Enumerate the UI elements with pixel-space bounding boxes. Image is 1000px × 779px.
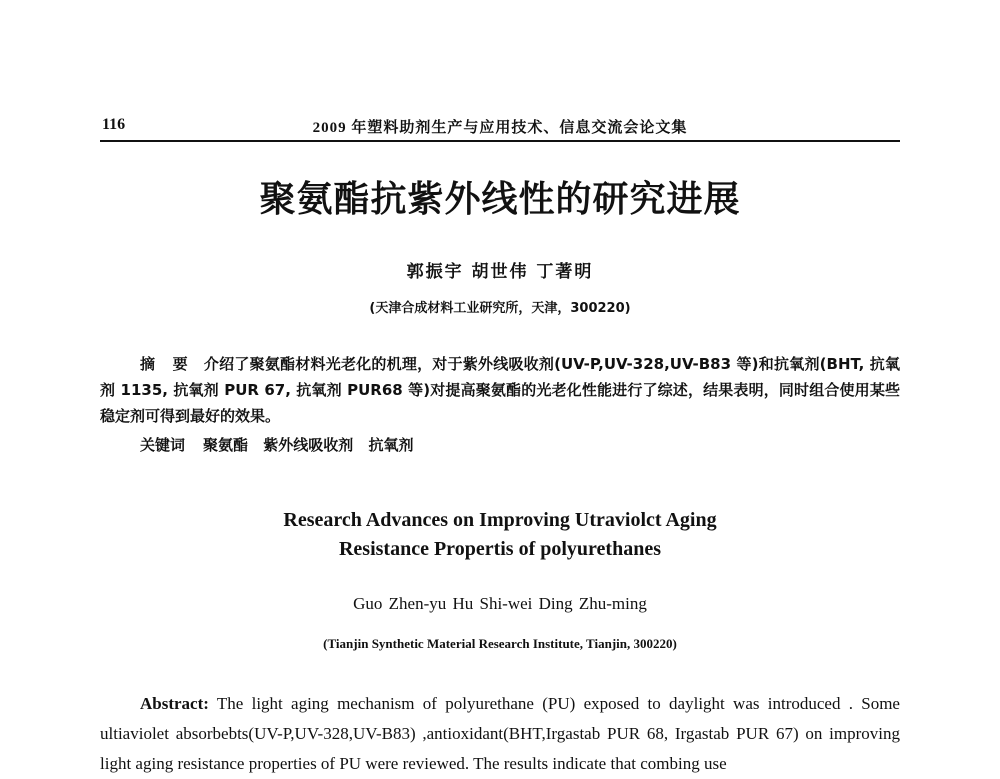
chinese-abstract <box>100 351 900 429</box>
chinese-abstract-label: 摘 要 <box>140 355 194 373</box>
english-authors: Guo Zhen-yu Hu Shi-wei Ding Zhu-ming <box>353 594 647 613</box>
chinese-abstract-text: 介绍了聚氨酯材料光老化的机理，对于紫外线吸收剂(UV-P,UV-328,UV-B83 等)和抗氧剂(BHT, 抗氧剂 1135, 抗氧剂 PUR 67, 抗氧剂 PUR68 等)对提高聚氨酯的光老化性能进行了综述，结果表明，同时组合使用某些稳定剂可得到最好的效果。 <box>100 355 900 425</box>
chinese-authors: 郭振宇 胡世伟 丁著明 <box>406 262 594 282</box>
chinese-keywords-label: 关键词 <box>140 436 186 454</box>
chinese-affiliation: (天津合成材料工业研究所，天津，300220) <box>369 301 631 316</box>
english-title-line-2: Resistance Propertis of polyurethanes <box>338 538 661 560</box>
english-title-line-1: Research Advances on Improving Utraviolct Aging <box>283 509 717 531</box>
chinese-title: 聚氨酯抗紫外线性的研究进展 <box>259 178 741 220</box>
page-number: 116 <box>102 116 126 133</box>
chinese-keywords-text: 聚氨酯 紫外线吸收剂 抗氧剂 <box>203 436 414 454</box>
english-affiliation: (Tianjin Synthetic Material Research Institute, Tianjin, 300220) <box>323 636 677 651</box>
english-abstract <box>100 689 900 779</box>
chinese-keywords <box>140 434 413 455</box>
english-title <box>0 506 1000 564</box>
page-header <box>100 114 900 142</box>
english-abstract-text: The light aging mechanism of polyurethane (PU) exposed to daylight was introduced . Some ultiaviolet absorbebts(UV-P,UV-328,UV-B83) ,antioxidant(BHT,Irgastab PUR 68, Irgastab PUR 67) on improving light aging resistance properties of PU were reviewed. The results indicate that combing use <box>100 694 900 773</box>
running-header: 2009 年塑料助剂生产与应用技术、信息交流会论文集 <box>312 120 688 136</box>
english-abstract-label: Abstract: <box>140 694 209 713</box>
